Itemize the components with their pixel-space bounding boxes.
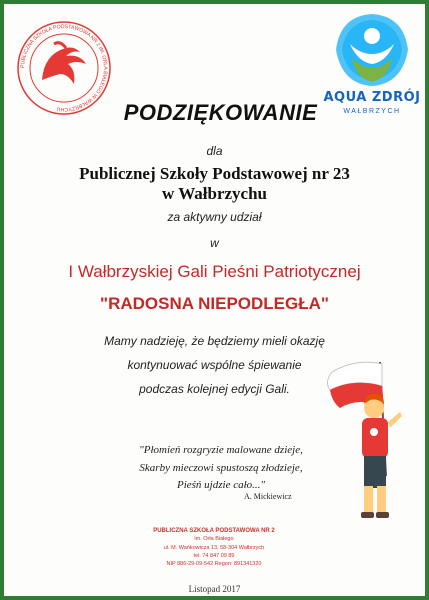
stamp-tax-ids: NIP 886-29-09-542 Regon: 891341320	[166, 561, 262, 567]
polish-flag-icon	[326, 356, 422, 524]
hope-line-2: kontynuować wspólne śpiewanie	[127, 358, 302, 372]
certificate-page	[4, 4, 425, 596]
in-label: w	[210, 236, 219, 250]
aqua-city-name: WAŁBRZYCH	[343, 108, 401, 115]
document-title: PODZIĘKOWANIE	[123, 100, 318, 125]
gala-name: I Wałbrzyskiej Gali Pieśni Patriotycznej	[68, 262, 361, 281]
aqua-brand-name: AQUA ZDRÓJ	[323, 90, 421, 105]
document-date: Listopad 2017	[188, 584, 241, 594]
stamp-address: ul. M. Wańkowicza 13, 58-304 Wałbrzych	[163, 545, 265, 551]
quote-line-2: Skarby mieczowi spustoszą złodzieje,	[139, 462, 303, 474]
stamp-patron: im. Orła Białego	[194, 536, 234, 542]
hope-line-3: podczas kolejnej edycji Gali.	[139, 382, 290, 396]
boy-with-flag-illustration	[326, 356, 422, 524]
quote-author: A. Mickiewicz	[244, 492, 292, 501]
quote-line-1: "Płomień rozgryzie malowane dzieje,	[139, 444, 303, 456]
stamp-school-name: PUBLICZNA SZKOŁA PODSTAWOWA NR 2	[153, 528, 275, 534]
stamp-phone: tel. 74 847 09 89	[193, 553, 235, 559]
school-name-line2: w Wałbrzychu	[161, 184, 267, 203]
quote-line-3: Pieśń ujdzie cało..."	[176, 479, 266, 491]
participation-text: za aktywny udział	[167, 210, 262, 224]
gala-motto: "RADOSNA NIEPODLEGŁA"	[100, 294, 329, 313]
aqua-figure-icon	[322, 10, 422, 90]
for-label: dla	[206, 144, 223, 158]
logo-ring-text: PUBLICZNA SZKOŁA PODSTAWOWA NR 2 IM. ORLA BIAŁEGO W WAŁBRZYCHU	[19, 23, 109, 113]
school-name-line1: Publicznej Szkoły Podstawowej nr 23	[79, 164, 350, 183]
hope-line-1: Mamy nadzieję, że będziemy mieli okazję	[104, 334, 325, 348]
